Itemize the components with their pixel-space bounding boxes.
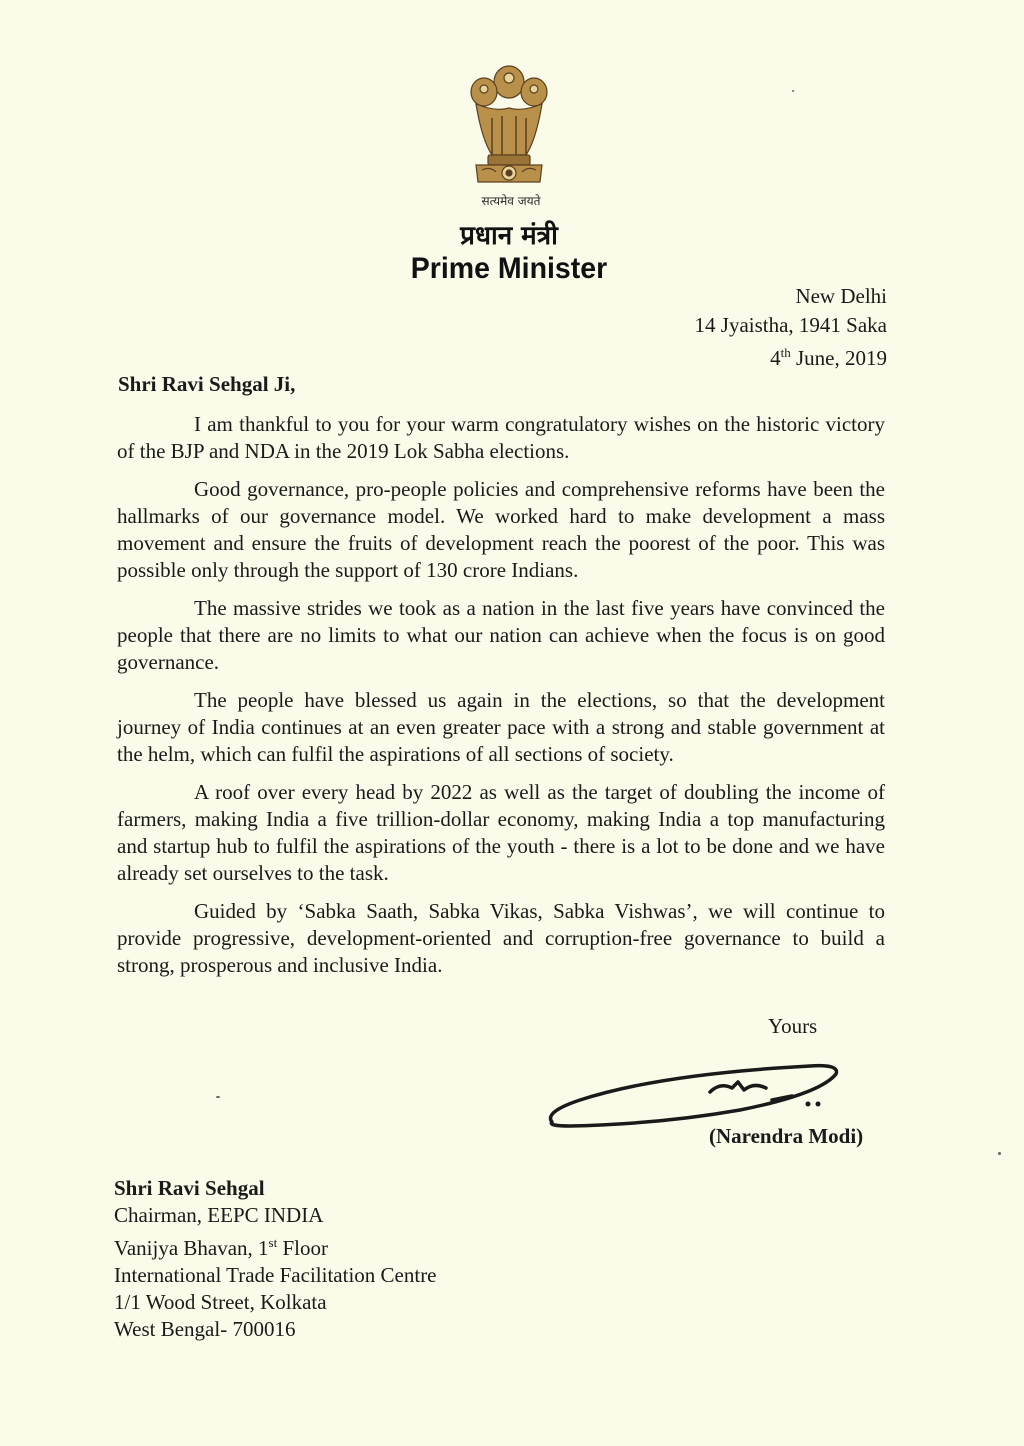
address-line: International Trade Facilitation Centre <box>114 1263 437 1287</box>
paragraph: I am thankful to you for your warm congratulatory wishes on the historic victory of the BJP and NDA in the 2019 Lok Sabha elections. <box>117 412 885 463</box>
saka-date: 14 Jyaistha, 1941 Saka <box>694 312 887 337</box>
paragraph: Good governance, pro-people policies and comprehensive reforms have been the hallmarks of our governance model. We worked hard to make development a mass movement and ensure the fruits of development reach the poorest of the poor. This was possible only through the support of 130 crore Indians. <box>117 477 885 582</box>
recipient-address <box>114 1175 437 1343</box>
paragraph: The massive strides we took as a nation in the last five years have convinced the people that there are no limits to what our nation can achieve when the focus is on good governance. <box>117 596 885 674</box>
address-line: 1/1 Wood Street, Kolkata <box>114 1290 327 1314</box>
salutation: Shri Ravi Sehgal Ji, <box>118 372 296 396</box>
signatory-name: (Narendra Modi) <box>709 1124 864 1148</box>
address-line: West Bengal- 700016 <box>114 1317 296 1341</box>
national-emblem-icon <box>462 60 556 210</box>
date-block <box>695 282 887 373</box>
address-line-part: Floor <box>277 1236 328 1260</box>
letter-body <box>117 411 885 990</box>
emblem-motto: सत्यमेव जयते <box>481 194 541 208</box>
gregorian-date <box>695 339 887 373</box>
paragraph: Guided by ‘Sabka Saath, Sabka Vikas, Sabka Vishwas’, we will continue to provide progressive, development-oriented and corruption-free governance to build a strong, prosperous and inclusive India. <box>117 899 885 977</box>
paragraph: A roof over every head by 2022 as well as the target of doubling the income of farmers, making India a five trillion-dollar economy, making India a top manufacturing and startup hub to fulfil the aspirations of the youth - there is a lot to be done and we have already set ourselves to the task. <box>117 780 885 885</box>
address-sup: st <box>268 1235 278 1250</box>
paper-speck <box>216 1096 220 1098</box>
address-line: Chairman, EEPC INDIA <box>114 1203 324 1227</box>
place: New Delhi <box>795 284 887 308</box>
date-day: 4 <box>770 346 781 370</box>
paper-speck <box>998 1152 1001 1155</box>
address-line-part: Vanijya Bhavan, 1 <box>114 1236 269 1260</box>
address-line <box>114 1229 437 1262</box>
date-suffix: th <box>780 345 791 360</box>
paragraph: The people have blessed us again in the elections, so that the development journey of India continues at an even greater pace with a strong and stable government at the helm, which can fulfil the aspirations of all sections of society. <box>117 688 885 766</box>
paper-speck <box>792 90 794 92</box>
title-english: Prime Minister <box>410 252 608 285</box>
closing: Yours <box>768 1014 818 1038</box>
date-rest: June, 2019 <box>790 346 887 370</box>
recipient-name: Shri Ravi Sehgal <box>114 1176 265 1200</box>
title-hindi: प्रधान मंत्री <box>460 221 558 251</box>
